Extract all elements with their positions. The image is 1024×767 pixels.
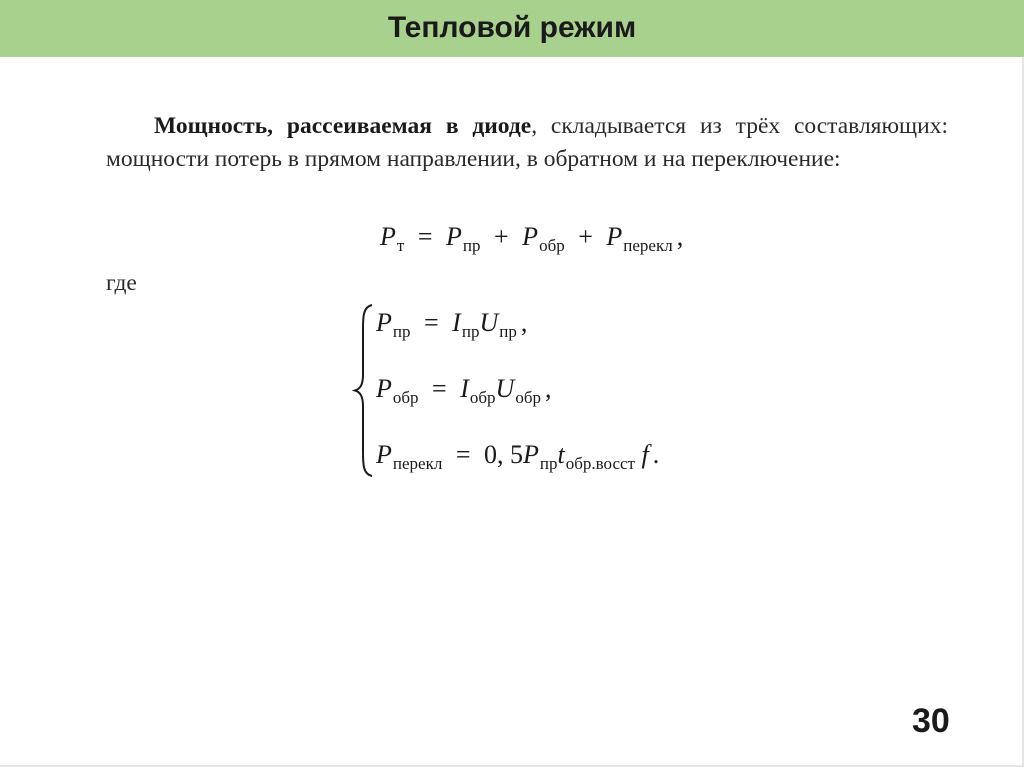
formula-end-punct: , [676, 222, 684, 251]
line3-coef: 0, 5 [484, 440, 523, 469]
line2-lhs-sub: обр [392, 388, 419, 407]
line2-lhs-var: P [376, 374, 392, 403]
line1-lhs-var: P [376, 308, 392, 337]
formula-t1-var: P [446, 222, 462, 251]
body-paragraph [106, 110, 948, 176]
line1-lhs-sub: пр [392, 322, 411, 341]
system-line-3 [376, 440, 659, 474]
formula-plus-1: + [494, 222, 509, 251]
formula-t2-sub: обр [539, 236, 565, 255]
line3-end: . [652, 440, 660, 469]
formula-t3-sub: перекл [623, 236, 673, 255]
line2-b-sub: обр [515, 388, 541, 407]
line2-eq: = [432, 374, 447, 403]
line3-eq: = [455, 440, 471, 469]
line3-b-var: t [557, 440, 565, 469]
page-number: 30 [912, 702, 950, 740]
line3-lhs-var: P [376, 440, 392, 469]
line1-a-var: I [452, 308, 461, 337]
line2-a-sub: обр [469, 388, 496, 407]
formula-t1-sub: пр [462, 236, 481, 255]
formula-eq: = [417, 222, 433, 251]
line1-eq: = [424, 308, 439, 337]
left-brace-icon [352, 303, 376, 478]
line3-a-var: P [523, 440, 539, 469]
title-bar [0, 0, 1024, 57]
line2-a-var: I [460, 374, 469, 403]
line3-a-sub: пр [539, 454, 558, 473]
line2-b-var: U [495, 374, 515, 403]
bold-lead-text: Мощность, рассеиваемая в диоде [154, 113, 532, 139]
formula-plus-2: + [578, 222, 593, 251]
formula-t2-var: P [522, 222, 539, 251]
line1-b-sub: пр [499, 322, 517, 341]
main-formula [380, 222, 683, 256]
line3-c-var: f [641, 440, 649, 469]
line3-b-sub: обр.восст [565, 454, 635, 473]
system-line-1 [376, 308, 527, 342]
formula-t3-var: P [606, 222, 623, 251]
slide-title: Тепловой режим [387, 10, 637, 44]
line1-end: , [520, 308, 528, 337]
line3-lhs-sub: перекл [392, 454, 443, 473]
line1-a-sub: пр [461, 322, 480, 341]
where-label: где [106, 270, 137, 296]
system-line-2 [376, 374, 551, 408]
paragraph-rest-text: , складывается из трёх составляющих: мощности потерь в прямом направлении, в обратном и на переключение: [106, 113, 948, 172]
formula-lhs-var: P [380, 222, 396, 251]
line2-end: , [544, 374, 552, 403]
formula-lhs-sub: т [396, 236, 405, 255]
line1-b-var: U [479, 308, 499, 337]
